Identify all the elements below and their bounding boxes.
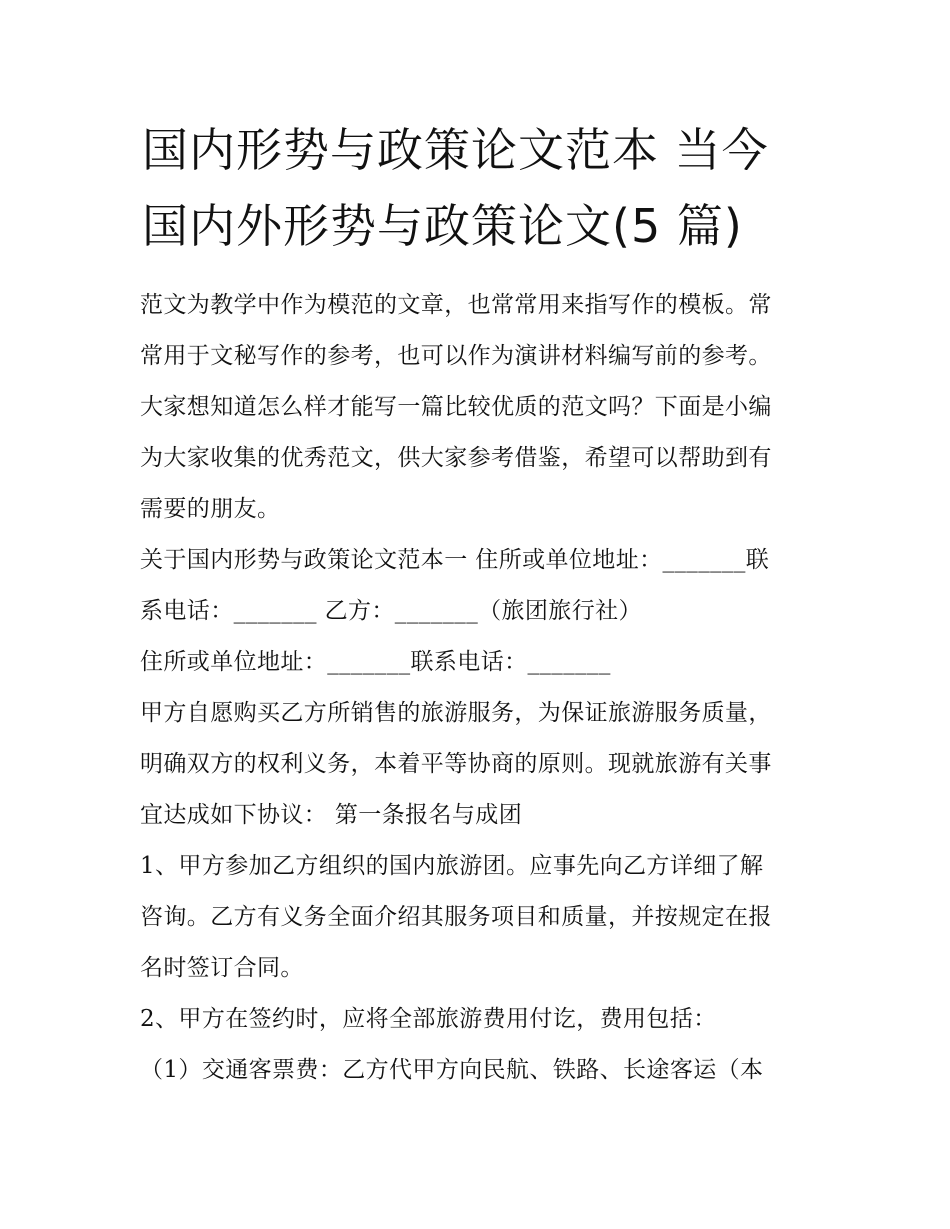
document-body: [140, 280, 820, 1096]
text-line: 咨询。乙方有义务全面介绍其服务项目和质量，并按规定在报: [140, 904, 772, 930]
text-line: （1）交通客票费：乙方代甲方向民航、铁路、长途客运（本: [140, 1057, 764, 1083]
text-line: 住所或单位地址：_______联系电话：_______: [140, 649, 611, 675]
title-line-1: 国内形势与政策论文范本 当今: [142, 123, 769, 177]
text-line: 范文为教学中作为模范的文章，也常常用来指写作的模板。常: [140, 292, 772, 318]
text-line: 为大家收集的优秀范文，供大家参考借鉴，希望可以帮助到有: [140, 445, 772, 471]
text-line: 明确双方的权利义务，本着平等协商的原则。现就旅游有关事: [140, 751, 772, 777]
text-line: 2、甲方在签约时，应将全部旅游费用付讫，费用包括：: [140, 1006, 717, 1032]
text-line: 常用于文秘写作的参考，也可以作为演讲材料编写前的参考。: [140, 343, 772, 369]
document-title: [142, 112, 842, 264]
text-line: 关于国内形势与政策论文范本一 住所或单位地址：_______联: [140, 547, 770, 573]
text-line: 宜达成如下协议： 第一条报名与成团: [140, 802, 523, 828]
text-line: 大家想知道怎么样才能写一篇比较优质的范文吗？下面是小编: [140, 394, 772, 420]
text-line: 1、甲方参加乙方组织的国内旅游团。应事先向乙方详细了解: [140, 853, 764, 879]
text-line: 甲方自愿购买乙方所销售的旅游服务，为保证旅游服务质量，: [140, 700, 772, 726]
text-line: 系电话：_______ 乙方：_______（旅团旅行社）: [140, 598, 642, 624]
text-line: 需要的朋友。: [140, 496, 281, 522]
title-line-2: 国内外形势与政策论文(5 篇): [142, 199, 743, 253]
text-line: 名时签订合同。: [140, 955, 304, 981]
